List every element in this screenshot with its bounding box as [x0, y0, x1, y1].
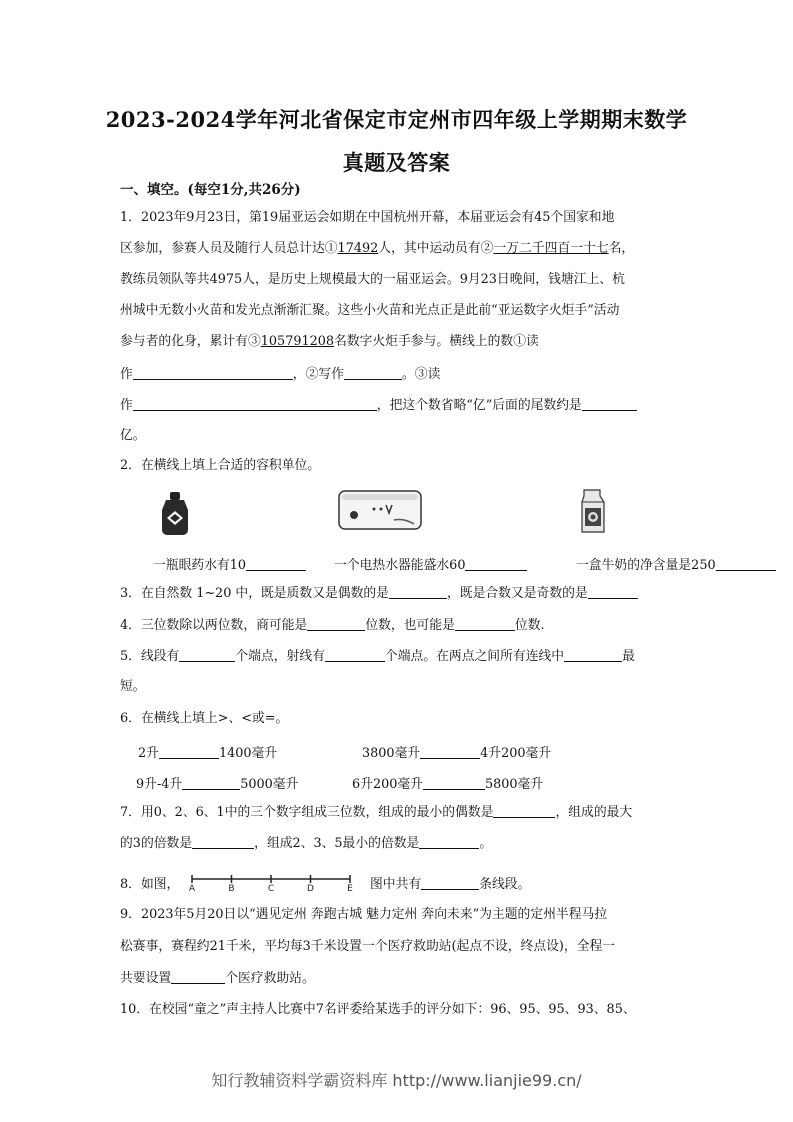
- q8-point-a-label: A: [188, 884, 196, 894]
- page-title-line1: 2023-2024学年河北省保定市定州市四年级上学期期末数学: [105, 107, 688, 132]
- q7-line1: [120, 804, 632, 821]
- q1-line5-a: 参与者的化身，累计有③: [120, 334, 261, 349]
- q8-answer-blank[interactable]: [421, 876, 479, 890]
- q2-item1-label: 一瓶眼药水有10: [153, 558, 247, 573]
- q8-point-d-label: D: [307, 884, 314, 894]
- section-heading: 一、填空。(每空1分,共26分): [120, 182, 301, 198]
- q1-answer-blank-4[interactable]: [582, 397, 637, 411]
- q5-line2: 短。: [120, 679, 146, 694]
- footer-watermark: 知行教辅资料学霸资料库 http://www.lianjie99.cn/: [211, 1071, 582, 1090]
- q6-answer-blank-1[interactable]: [159, 745, 219, 759]
- page-title-line2: 真题及答案: [342, 150, 451, 175]
- q3-text-b: ，既是合数又是奇数的是: [446, 586, 588, 601]
- q7-answer-blank-2[interactable]: [192, 835, 254, 849]
- q6-compare-3: [136, 773, 298, 792]
- q6-answer-blank-4[interactable]: [423, 776, 485, 790]
- q1-number-2: 一万二千四百一十七: [493, 241, 609, 256]
- q2-item3-label: 一盒牛奶的净含量是250: [576, 558, 716, 573]
- q1-line6-b: ，②写作: [292, 367, 344, 382]
- q2-item2-label: 一个电热水器能盛水60: [334, 558, 466, 573]
- q6-c4-right: 5800毫升: [484, 777, 544, 792]
- q8-point-c-label: C: [267, 884, 275, 894]
- q1-line7-a: 作: [120, 398, 133, 413]
- q10-line1: 10．在校园“童之”声主持人比赛中7名评委给某选手的评分如下：96、95、95、93、85、: [120, 1002, 636, 1017]
- q7-answer-blank-1[interactable]: [493, 804, 555, 818]
- q8-point-b-label: B: [228, 884, 235, 894]
- q4-answer-blank-2[interactable]: [455, 617, 515, 631]
- q7-text-e: 。: [479, 836, 493, 851]
- q4-line: [120, 617, 545, 634]
- q1-line2-c: 名，: [608, 241, 635, 256]
- q9-line1: 9．2023年5月20日以“遇见定州 奔跑古城 魅力定州 奔向未来”为主题的定州半程马拉: [120, 907, 608, 922]
- q1-answer-blank-2[interactable]: [344, 366, 402, 380]
- q1-line2-a: 区参加，参赛人员及随行人员总计达①: [120, 241, 338, 256]
- q7-line2: [120, 835, 492, 852]
- q2-text: 2．在横线上填上合适的容积单位。: [120, 458, 321, 473]
- q9-answer-blank[interactable]: [171, 970, 225, 984]
- q1-number-3: 105791208: [260, 334, 335, 349]
- q6-text: 6．在横线上填上>、<或=。: [120, 711, 289, 726]
- q7-answer-blank-3[interactable]: [419, 835, 479, 849]
- q9-line3: [120, 970, 315, 987]
- q4-text-c: 位数.: [514, 618, 545, 633]
- q6-c1-right: 1400毫升: [218, 746, 278, 761]
- q6-c2-left: 3800毫升: [362, 746, 421, 761]
- eye-drop-bottle-icon: [158, 492, 192, 536]
- q1-line2: [120, 241, 634, 257]
- q6-c3-right: 5000毫升: [240, 777, 299, 792]
- q5-text-a: 5．线段有: [120, 649, 180, 664]
- q8-point-e-label: E: [347, 884, 353, 894]
- q6-compare-1: [138, 742, 277, 761]
- q7-text-c: 的3的倍数是: [120, 836, 193, 851]
- q2-answer-blank-2[interactable]: [465, 557, 527, 571]
- q4-text-a: 4．三位数除以两位数，商可能是: [120, 618, 308, 633]
- q5-text-c: 个端点。在两点之间所有连线中: [384, 649, 565, 664]
- q2-item-eye-drops: [153, 554, 306, 573]
- q1-line4: 州城中无数小火苗和发光点渐渐汇聚。这些小火苗和光点正是此前“亚运数字火炬手”活动: [120, 303, 620, 318]
- q1-answer-blank-1[interactable]: [133, 366, 293, 380]
- q1-line2-b: 人，其中运动员有②: [378, 241, 494, 256]
- q1-line6-c: 。③读: [401, 367, 441, 382]
- milk-carton-icon: [580, 490, 606, 534]
- q2-item-milk: [576, 554, 776, 573]
- q3-answer-blank-1[interactable]: [389, 585, 447, 599]
- q6-compare-4: [352, 773, 543, 792]
- q8-text-a: 8．如图，: [120, 877, 180, 892]
- q6-answer-blank-3[interactable]: [182, 776, 240, 790]
- q8-text-c: 条线段。: [479, 877, 531, 892]
- q1-line8: 亿。: [120, 428, 146, 443]
- q2-answer-blank-3[interactable]: [716, 557, 776, 571]
- q2-answer-blank-1[interactable]: [246, 557, 306, 571]
- q5-answer-blank-3[interactable]: [564, 648, 622, 662]
- q8-line: [370, 873, 530, 892]
- q1-line3: 教练员领队等共4975人，是历史上规模最大的一届亚运会。9月23日晚间，钱塘江上、杭: [120, 272, 625, 287]
- q3-text-a: 3．在自然数 1~20 中，既是质数又是偶数的是: [120, 586, 389, 601]
- q2-item-water-heater: [334, 554, 527, 573]
- q5-answer-blank-1[interactable]: [179, 648, 235, 662]
- q1-line7-b: ，把这个数省略“亿”后面的尾数约是: [376, 398, 582, 413]
- q1-number-1: 17492: [337, 241, 379, 256]
- q5-text-d: 最: [622, 649, 635, 664]
- q8-text-b: 图中共有: [370, 877, 422, 892]
- q6-c1-left: 2升: [138, 746, 159, 761]
- q1-line5: [120, 334, 539, 350]
- q1-line6-a: 作: [120, 367, 133, 382]
- q9-line2: 松赛事，赛程约21千米，平均每3千米设置一个医疗救助站(起点不设，终点设)，全程一: [120, 939, 616, 954]
- q6-c3-left: 9升-4升: [136, 777, 183, 792]
- q6-compare-2: [362, 742, 551, 761]
- water-heater-icon: [338, 490, 422, 530]
- q1-line7: [120, 397, 637, 414]
- q5-line1: [120, 648, 635, 665]
- q7-text-d: ，组成2、3、5最小的倍数是: [254, 836, 420, 851]
- q5-text-b: 个端点，射线有: [235, 649, 325, 664]
- q9-text-a: 共要设置: [120, 971, 172, 986]
- q6-c4-left: 6升200毫升: [352, 777, 423, 792]
- q1-line1: 1．2023年9月23日，第19届亚运会如期在中国杭州开幕，本届亚运会有45个国家和地: [120, 210, 615, 225]
- q6-answer-blank-2[interactable]: [420, 745, 480, 759]
- q7-text-a: 7．用0、2、6、1中的三个数字组成三位数，组成的最小的偶数是: [120, 805, 494, 820]
- q1-answer-blank-3[interactable]: [133, 397, 377, 411]
- q9-text-b: 个医疗救助站。: [225, 971, 315, 986]
- q1-line5-b: 名数字火炬手参与。横线上的数①读: [334, 334, 539, 349]
- q6-c2-right: 4升200毫升: [480, 746, 552, 761]
- q5-answer-blank-2[interactable]: [325, 648, 385, 662]
- q1-line6: [120, 366, 440, 383]
- q7-text-b: ，组成的最大: [555, 805, 633, 820]
- q3-answer-blank-2[interactable]: [588, 585, 638, 599]
- q4-text-b: 位数，也可能是: [365, 618, 455, 633]
- q4-answer-blank-1[interactable]: [307, 617, 365, 631]
- q3-line: [120, 585, 638, 602]
- q8-line-segment-figure: [188, 872, 358, 892]
